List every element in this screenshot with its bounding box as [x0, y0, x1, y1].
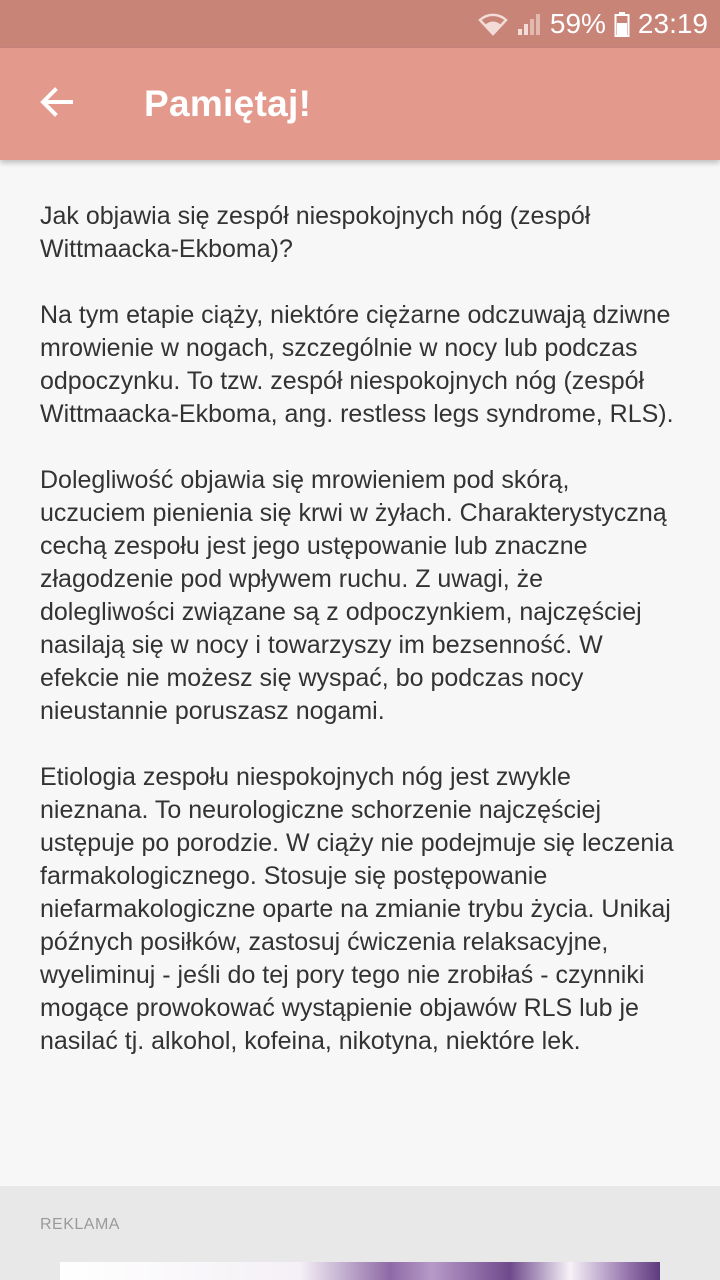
battery-icon — [614, 11, 630, 37]
article-content — [0, 160, 720, 1186]
ad-section — [0, 1186, 720, 1280]
battery-percent: 59% — [549, 8, 606, 39]
article-question: Jak objawia się zespół niespokojnych nóg (zespół Wittmaacka-Ekboma)? — [40, 202, 591, 263]
ad-banner[interactable] — [60, 1262, 660, 1280]
clock: 23:19 — [637, 8, 708, 39]
page-title: Pamiętaj! — [144, 83, 312, 124]
article-paragraph: Dolegliwość objawia się mrowieniem pod skórą, uczuciem pienienia się krwi w żyłach. Charakterystyczną cechą zespołu jest jego ustępowanie lub znaczne złagodzenie pod wpływem ruchu. Z uwagi, że dolegliwości związane są z odpoczynkiem, najczęściej nasilają się w nocy i towarzyszy im bezsenność. W efekcie nie możesz się wyspać, bo podczas nocy nieustannie poruszasz nogami. — [40, 466, 667, 725]
article-paragraph: Na tym etapie ciąży, niektóre ciężarne odczuwają dziwne mrowienie w nogach, szczególnie w nocy lub podczas odpoczynku. To tzw. zespół niespokojnych nóg (zespół Wittmaacka-Ekboma, ang. restless legs syndrome, RLS). — [40, 301, 674, 428]
signal-icon — [516, 12, 542, 36]
status-bar — [0, 0, 720, 48]
arrow-left-icon — [38, 84, 74, 125]
app-bar — [0, 48, 720, 160]
article-paragraph: Etiologia zespołu niespokojnych nóg jest zwykle nieznana. To neurologiczne schorzenie najczęściej ustępuje po porodzie. W ciąży nie podejmuje się leczenia farmakologicznego. Stosuje się postępowanie niefarmakologiczne oparte na zmianie trybu życia. Unikaj późnych posiłków, zastosuj ćwiczenia relaksacyjne, wyeliminuj - jeśli do tej pory tego nie zrobiłaś - czynniki mogące prowokować wystąpienie objawów RLS lub je nasilać tj. alkohol, kofeina, nikotyna, niektóre lek. — [40, 763, 674, 1055]
wifi-icon — [478, 12, 508, 36]
back-button[interactable] — [28, 76, 84, 132]
ad-label: REKLAMA — [40, 1216, 120, 1233]
